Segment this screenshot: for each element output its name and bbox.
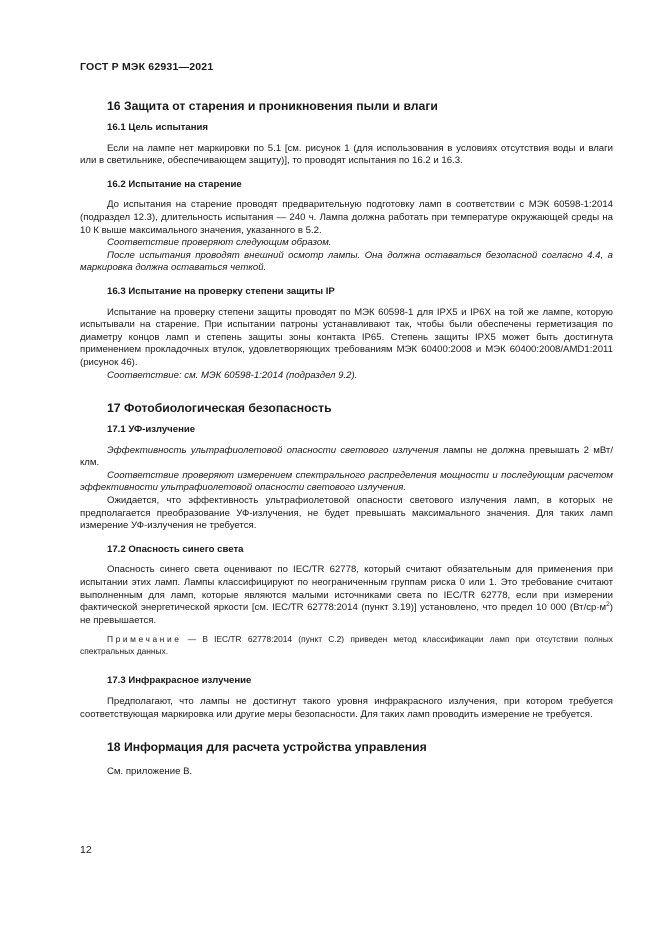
subsection-16-3-title: 16.3 Испытание на проверку степени защиты IP bbox=[107, 285, 335, 297]
italic-term: Эффективность ультрафиолетовой опасности светового излучения bbox=[107, 444, 439, 456]
paragraph: До испытания на старение проводят предварительную подготовку ламп в соответствии с МЭК 60598-1:2014 (подраздел 12.3), длительность испытания — 240 ч. Лампа должна работать при температуре окружающей среды на 10 К выше максимального значения, указанного в 5.2. bbox=[80, 199, 613, 236]
subsection-16-2-title: 16.2 Испытание на старение bbox=[107, 178, 242, 190]
paragraph-text: лампы не должна превышать 2 мВт/клм. bbox=[80, 444, 613, 469]
note-text: — В IEC/TR 62778:2014 (пункт С.2) приведен метод классификации ламп при отсутствии полных спектральных данных. bbox=[80, 634, 613, 656]
paragraph-italic: Соответствие проверяют следующим образом. bbox=[107, 237, 332, 249]
paragraph-italic: После испытания проводят внешний осмотр лампы. Она должна оставаться безопасной согласно 4.4, а маркировка должна оставаться четкой. bbox=[80, 249, 613, 274]
document-body bbox=[80, 88, 613, 779]
paragraph: Предполагают, что лампы не достигнут такого уровня инфракрасного излучения, при котором требуется соответствующая маркировка или другие меры безопасности. Для таких ламп проводить измерение не требуется. bbox=[80, 696, 613, 720]
subsection-17-1-title: 17.1 УФ-излучение bbox=[107, 424, 196, 436]
section-16-title: 16 Защита от старения и проникновения пыли и влаги bbox=[107, 99, 438, 113]
paragraph: Ожидается, что эффективность ультрафиолетовой опасности светового излучения ламп, в которых не предполагается преобразование УФ-излучения, не будет превышать максимального значения. Для таких ламп измерение УФ-излучения не требуется. bbox=[80, 495, 613, 532]
paragraph-text: Опасность синего света оценивают по IEC/TR 62778, который считают обязательным для применения при испытании этих ламп. Лампы классифицируют по неограниченным группам риска 0 или 1. Это требование считают выполненным для ламп, которые являются малыми источниками света по IEC/TR 62778, если при измерении фактической энергетической яркости [см. IEC/TR 62778:2014 (пункт 3.19)] установлено, что предел 10 000 (Вт/ср·м bbox=[80, 564, 613, 614]
note bbox=[80, 634, 613, 657]
section-18-title: 18 Информация для расчета устройства управления bbox=[107, 740, 427, 755]
paragraph: Испытание на проверку степени защиты проводят по МЭК 60598-1 для IPX5 и IP6X на той же лампе, которую испытывали на старение. При испытании патроны устанавливают так, чтобы были обеспечены герметизация по диаметру концов ламп и степень защиты зоны контакта IP65. Степень защиты IPX5 может быть достигнута применением прокладочных втулок, удовлетворяющих требованиям МЭК 60400:2008 и МЭК 60400:2008/AMD1:2011 (рисунок 46). bbox=[80, 306, 613, 368]
subsection-17-3-title: 17.3 Инфракрасное излучение bbox=[107, 675, 252, 687]
paragraph-italic: Соответствие: см. МЭК 60598-1:2014 (подраздел 9.2). bbox=[107, 369, 358, 381]
paragraph bbox=[80, 445, 613, 470]
subsection-16-1-title: 16.1 Цель испытания bbox=[107, 122, 209, 133]
paragraph: См. приложение В. bbox=[107, 766, 193, 778]
paragraph-italic: Соответствие проверяют измерением спектрального распределения мощности и последующим расчетом эффективности ультрафиолетовой опасности светового излучения. bbox=[80, 469, 613, 494]
paragraph bbox=[80, 564, 613, 627]
section-17-title: 17 Фотобиологическая безопасность bbox=[107, 401, 332, 416]
subsection-17-2-title: 17.2 Опасность синего света bbox=[107, 543, 244, 555]
document-header: ГОСТ Р МЭК 62931—2021 bbox=[80, 61, 214, 73]
superscript: 2 bbox=[606, 601, 610, 609]
paragraph-text: ) не превышается. bbox=[80, 602, 613, 626]
page-number: 12 bbox=[80, 844, 92, 856]
paragraph: Если на лампе нет маркировки по 5.1 [см. рисунок 1 (для использования в условиях отсутствия воды и влаги или в светильнике, обеспечивающем защиту)], то проводят испытания по 16.2 и 16.3. bbox=[80, 142, 613, 167]
note-label: Примечание bbox=[107, 634, 182, 645]
